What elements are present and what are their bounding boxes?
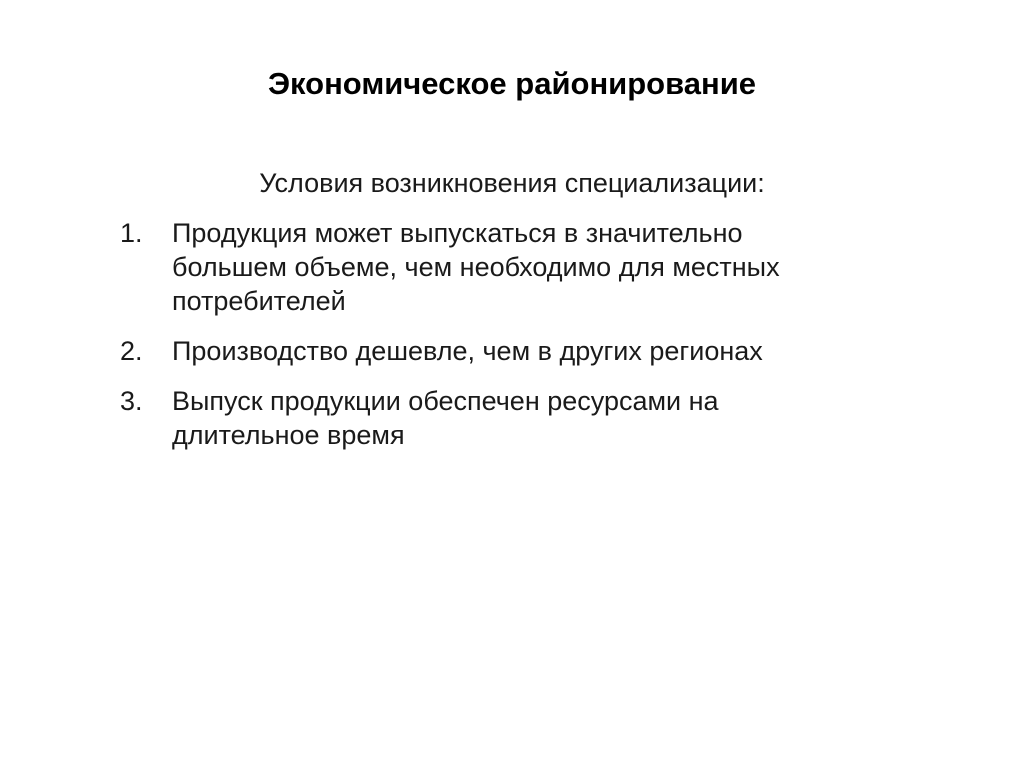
- list-item-text: Выпуск продукции обеспечен ресурсами на длительное время: [172, 386, 719, 450]
- list-item-number: 3.: [120, 386, 143, 416]
- list-item: [120, 334, 840, 368]
- list-item: [120, 216, 840, 318]
- list-item-number: 1.: [120, 218, 143, 248]
- conditions-list: [120, 216, 840, 468]
- list-item-number: 2.: [120, 336, 143, 366]
- list-item-text: Производство дешевле, чем в других регионах: [172, 336, 763, 366]
- slide-subtitle: Условия возникновения специализации:: [259, 168, 765, 198]
- list-item-text: Продукция может выпускаться в значительно большем объеме, чем необходимо для местных потребителей: [172, 218, 780, 316]
- list-item: [120, 384, 840, 452]
- slide-title: Экономическое районирование: [267, 66, 757, 101]
